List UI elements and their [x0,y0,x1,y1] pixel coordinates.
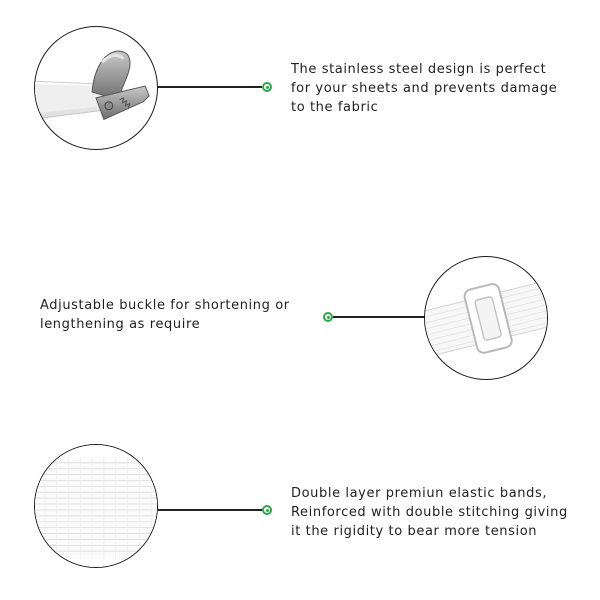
connector-line [158,509,262,511]
connector-line [333,316,425,318]
feature-text-line: lengthening as require [40,317,201,332]
feature-text-line: to the fabric [291,100,379,115]
green-dot-marker [262,82,272,92]
feature-text-line: it the rigidity to bear more tension [291,524,538,539]
feature-text-line: Reinforced with double stitching giving [291,505,568,520]
adjustable-buckle-icon [425,257,547,379]
connector-line [158,86,262,88]
feature-text-line: for your sheets and prevents damage [291,81,558,96]
green-dot-marker [262,505,272,515]
feature-text-line: Double layer premiun elastic bands, [291,486,548,501]
feature-description [40,296,290,334]
adjustable-buckle-image [424,256,548,380]
green-dot-marker [323,312,333,322]
steel-clip-icon [35,27,157,149]
elastic-band-image [34,444,158,568]
feature-text-line: Adjustable buckle for shortening or [40,298,290,313]
feature-text-line: The stainless steel design is perfect [291,62,547,77]
elastic-band-icon [35,445,157,567]
feature-description [291,484,568,541]
steel-clip-image [34,26,158,150]
feature-description [291,60,557,117]
